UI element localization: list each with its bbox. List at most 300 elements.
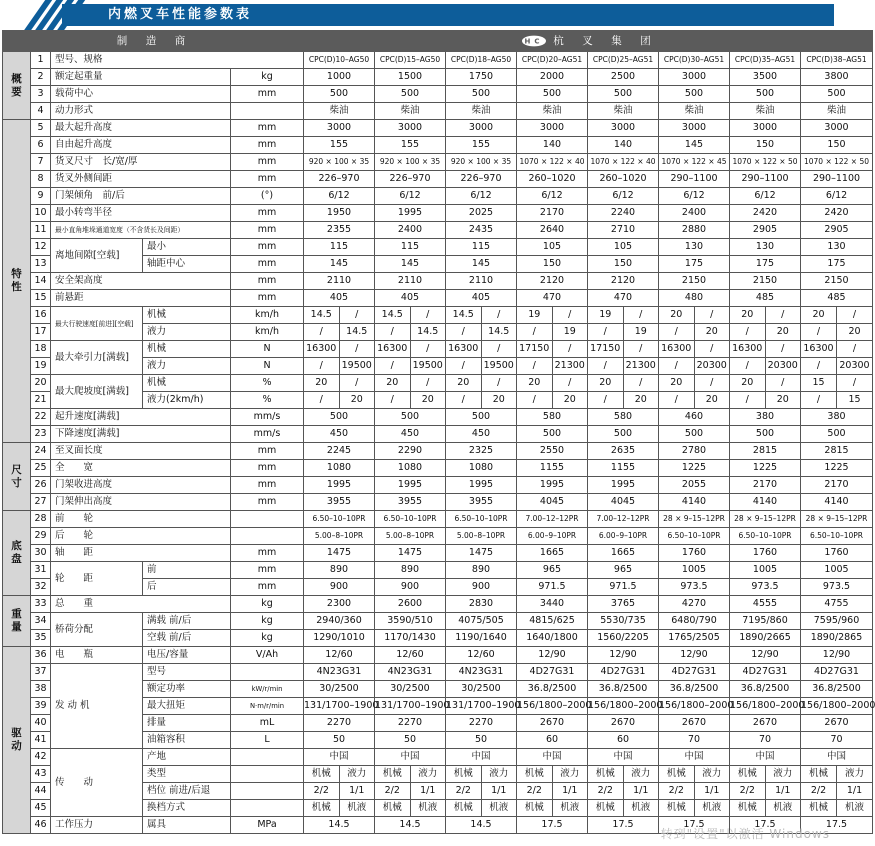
value-right: 21300: [625, 360, 656, 371]
table-row: [3, 154, 873, 171]
row-unit: L: [231, 732, 304, 749]
row-number: 4: [31, 103, 51, 120]
value-right: /: [852, 377, 857, 388]
value-cell: 4N23G31: [446, 664, 517, 681]
value-cell: 6480/790: [659, 613, 730, 630]
value-cell: 1070 × 122 × 40: [517, 154, 588, 171]
row-number: 16: [31, 307, 51, 324]
value-cell: 1890/2865: [801, 630, 873, 647]
value-right: 1/1: [633, 785, 649, 796]
value-cell: 1995: [375, 205, 446, 222]
value-cell: 4815/625: [517, 613, 588, 630]
value-right: 20: [350, 394, 363, 405]
section-drive: 驱动: [3, 647, 31, 834]
row-unit: [231, 528, 304, 545]
value-cell: 柴油: [517, 103, 588, 120]
value-left: /: [730, 392, 766, 408]
row-number: 11: [31, 222, 51, 239]
value-cell: [730, 766, 801, 783]
value-cell: 14.5: [304, 817, 375, 834]
value-cell: [446, 307, 517, 324]
value-cell: 2670: [517, 715, 588, 732]
row-unit: mm: [231, 494, 304, 511]
value-cell: 2025: [446, 205, 517, 222]
value-cell: 500: [588, 86, 659, 103]
value-cell: [659, 341, 730, 358]
row-unit: mm/s: [231, 409, 304, 426]
value-cell: 2420: [730, 205, 801, 222]
value-cell: 6.00–9–10PR: [517, 528, 588, 545]
value-cell: [304, 783, 375, 800]
value-left: 16300: [801, 341, 837, 357]
row-sublabel: 空载 前/后: [143, 630, 231, 647]
value-cell: 12/90: [517, 647, 588, 664]
value-cell: 2150: [801, 273, 873, 290]
row-unit: km/h: [231, 307, 304, 324]
value-cell: 920 × 100 × 35: [375, 154, 446, 171]
value-right: /: [426, 343, 430, 354]
section-chassis: 底盘: [3, 511, 31, 596]
row-sublabel: 液力(2km/h): [143, 392, 231, 409]
value-cell: 6/12: [659, 188, 730, 205]
row-sublabel: 属具: [143, 817, 231, 834]
value-cell: [304, 358, 375, 375]
table-row: [3, 545, 873, 562]
row-sublabel: 液力: [143, 324, 231, 341]
value-cell: 380: [801, 409, 873, 426]
value-cell: [446, 341, 517, 358]
value-cell: 5.00–8–10PR: [446, 528, 517, 545]
value-cell: 890: [375, 562, 446, 579]
value-right: /: [568, 309, 572, 320]
table-row: [3, 52, 873, 69]
value-left: 16300: [304, 341, 340, 357]
value-cell: 12/60: [375, 647, 446, 664]
row-label: 动力形式: [51, 103, 231, 120]
value-cell: [446, 324, 517, 341]
value-right: 液力: [844, 768, 864, 779]
company-name: [304, 31, 873, 52]
row-label: 门架倾角 前/后: [51, 188, 231, 205]
value-cell: 2905: [801, 222, 873, 239]
value-cell: [730, 307, 801, 324]
value-cell: 973.5: [730, 579, 801, 596]
value-left: /: [375, 392, 411, 408]
table-row: [3, 375, 873, 392]
row-label: 离地间隙[空载]: [51, 239, 143, 273]
value-cell: 中国: [517, 749, 588, 766]
value-cell: 30/2500: [375, 681, 446, 698]
value-cell: 3000: [446, 120, 517, 137]
value-right: 1/1: [420, 785, 436, 796]
value-cell: 2170: [730, 477, 801, 494]
value-cell: [588, 766, 659, 783]
row-label: 轴 距: [51, 545, 231, 562]
table-row: [3, 103, 873, 120]
value-cell: [588, 358, 659, 375]
value-right: 14.5: [346, 326, 368, 337]
value-cell: 115: [375, 239, 446, 256]
value-cell: 2240: [588, 205, 659, 222]
value-cell: [375, 783, 446, 800]
table-row: [3, 188, 873, 205]
value-cell: 2400: [659, 205, 730, 222]
value-cell: 2120: [588, 273, 659, 290]
value-cell: [801, 800, 873, 817]
value-cell: [517, 324, 588, 341]
value-cell: 50: [375, 732, 446, 749]
value-cell: 柴油: [730, 103, 801, 120]
row-unit: MPa: [231, 817, 304, 834]
value-cell: 1225: [730, 460, 801, 477]
value-right: /: [781, 377, 785, 388]
row-unit: mm: [231, 460, 304, 477]
row-unit: %: [231, 392, 304, 409]
row-number: 5: [31, 120, 51, 137]
value-cell: 500: [446, 86, 517, 103]
value-left: /: [730, 324, 766, 340]
value-cell: 900: [375, 579, 446, 596]
table-row: [3, 222, 873, 239]
row-sublabel: 档位 前进/后退: [143, 783, 231, 800]
row-number: 26: [31, 477, 51, 494]
value-cell: 中国: [659, 749, 730, 766]
value-right: /: [355, 377, 359, 388]
row-sublabel: 前: [143, 562, 231, 579]
value-cell: 500: [375, 409, 446, 426]
row-unit: kg: [231, 596, 304, 613]
value-cell: 156/1800–2000: [517, 698, 588, 715]
value-cell: 2270: [375, 715, 446, 732]
value-left: 20: [801, 307, 837, 323]
value-right: 机液: [560, 802, 580, 813]
value-cell: [659, 324, 730, 341]
value-cell: 131/1700–1900: [375, 698, 446, 715]
value-cell: [588, 392, 659, 409]
value-left: 机械: [730, 766, 766, 782]
value-cell: 12/90: [659, 647, 730, 664]
row-sublabel: 机械: [143, 341, 231, 358]
value-cell: 14.5: [375, 817, 446, 834]
model-name: CPC(D)20–AG51: [517, 52, 588, 69]
value-cell: 290–1100: [801, 171, 873, 188]
value-cell: [517, 800, 588, 817]
row-unit: mm: [231, 477, 304, 494]
value-cell: [730, 375, 801, 392]
value-cell: 105: [588, 239, 659, 256]
value-left: 14.5: [446, 307, 482, 323]
row-unit: mm: [231, 205, 304, 222]
row-label: 前悬距: [51, 290, 231, 307]
value-cell: 130: [659, 239, 730, 256]
value-cell: 1070 × 122 × 50: [801, 154, 873, 171]
row-label: 最大起升高度: [51, 120, 231, 137]
value-cell: 3440: [517, 596, 588, 613]
value-cell: 3500: [730, 69, 801, 86]
value-cell: 3000: [588, 120, 659, 137]
row-number: 27: [31, 494, 51, 511]
value-right: 20: [634, 394, 647, 405]
value-cell: [588, 341, 659, 358]
value-right: 液力: [631, 768, 651, 779]
value-cell: 500: [730, 86, 801, 103]
value-right: /: [852, 309, 857, 320]
value-cell: 3765: [588, 596, 659, 613]
row-unit: N·m/r/min: [231, 698, 304, 715]
value-cell: 3000: [517, 120, 588, 137]
value-left: 16300: [375, 341, 411, 357]
value-cell: 500: [304, 86, 375, 103]
row-number: 13: [31, 256, 51, 273]
value-cell: 4D27G31: [588, 664, 659, 681]
value-cell: 中国: [304, 749, 375, 766]
value-left: 2/2: [517, 783, 553, 799]
value-right: 1/1: [704, 785, 720, 796]
row-number: 23: [31, 426, 51, 443]
value-cell: [446, 358, 517, 375]
value-cell: 150: [801, 137, 873, 154]
value-cell: [304, 341, 375, 358]
value-left: 17150: [517, 341, 553, 357]
value-cell: 1760: [730, 545, 801, 562]
table-row: [3, 460, 873, 477]
value-cell: 3955: [446, 494, 517, 511]
table-row: [3, 477, 873, 494]
value-cell: [588, 800, 659, 817]
row-label: 最小转弯半径: [51, 205, 231, 222]
row-number: 22: [31, 409, 51, 426]
value-cell: 3800: [801, 69, 873, 86]
value-cell: 2120: [517, 273, 588, 290]
value-right: /: [639, 343, 643, 354]
row-unit: mm: [231, 239, 304, 256]
row-label: 货叉尺寸 长/宽/厚: [51, 154, 231, 171]
value-cell: 2110: [446, 273, 517, 290]
row-unit: mm: [231, 579, 304, 596]
value-cell: 28 × 9–15–12PR: [730, 511, 801, 528]
row-label: 至叉面长度: [51, 443, 231, 460]
value-cell: 17.5: [517, 817, 588, 834]
value-cell: 500: [588, 426, 659, 443]
value-cell: 2325: [446, 443, 517, 460]
value-right: 21300: [554, 360, 585, 371]
value-right: 1/1: [846, 785, 863, 796]
value-left: 16300: [730, 341, 766, 357]
value-right: 1/1: [491, 785, 507, 796]
value-cell: 1560/2205: [588, 630, 659, 647]
value-left: 14.5: [304, 307, 340, 323]
row-unit: N: [231, 341, 304, 358]
value-cell: [659, 783, 730, 800]
value-cell: 175: [730, 256, 801, 273]
value-cell: 4270: [659, 596, 730, 613]
value-cell: 920 × 100 × 35: [304, 154, 375, 171]
value-cell: 12/60: [446, 647, 517, 664]
value-right: /: [355, 309, 359, 320]
value-cell: 105: [517, 239, 588, 256]
value-left: 机械: [801, 800, 837, 816]
value-cell: 1995: [588, 477, 659, 494]
value-cell: [801, 307, 873, 324]
row-unit: mm: [231, 290, 304, 307]
value-cell: 1290/1010: [304, 630, 375, 647]
value-left: 20: [659, 375, 695, 391]
value-cell: 中国: [588, 749, 659, 766]
value-left: 2/2: [304, 783, 340, 799]
value-right: /: [781, 309, 785, 320]
value-cell: 2170: [517, 205, 588, 222]
value-cell: [801, 324, 873, 341]
value-cell: 226–970: [304, 171, 375, 188]
row-number: 43: [31, 766, 51, 783]
value-cell: 155: [304, 137, 375, 154]
value-cell: 1225: [801, 460, 873, 477]
value-cell: [659, 307, 730, 324]
model-name: CPC(D)15–AG50: [375, 52, 446, 69]
table-row: [3, 205, 873, 222]
value-right: /: [568, 343, 572, 354]
value-cell: 4D27G31: [730, 664, 801, 681]
row-label: 前 轮: [51, 511, 231, 528]
row-label: 全 宽: [51, 460, 231, 477]
value-cell: 973.5: [659, 579, 730, 596]
value-cell: 中国: [375, 749, 446, 766]
value-cell: 3000: [659, 69, 730, 86]
table-row: [3, 273, 873, 290]
value-cell: 1005: [730, 562, 801, 579]
row-number: 25: [31, 460, 51, 477]
row-number: 3: [31, 86, 51, 103]
value-cell: [588, 375, 659, 392]
row-unit: mm: [231, 137, 304, 154]
value-cell: 1005: [659, 562, 730, 579]
value-cell: [588, 324, 659, 341]
value-right: 液力: [773, 768, 793, 779]
row-unit: mm/s: [231, 426, 304, 443]
value-right: 机液: [702, 802, 722, 813]
row-sublabel: 类型: [143, 766, 231, 783]
value-left: 2/2: [588, 783, 624, 799]
table-row: [3, 613, 873, 630]
value-cell: 3000: [375, 120, 446, 137]
page-title: 内燃叉车性能参数表: [108, 7, 253, 22]
row-number: 24: [31, 443, 51, 460]
value-cell: 580: [517, 409, 588, 426]
row-number: 19: [31, 358, 51, 375]
value-cell: [446, 375, 517, 392]
value-cell: 6/12: [517, 188, 588, 205]
row-label: 下降速度[满载]: [51, 426, 231, 443]
value-cell: 450: [446, 426, 517, 443]
value-left: 机械: [304, 766, 340, 782]
row-unit: (°): [231, 188, 304, 205]
row-unit: kg: [231, 630, 304, 647]
row-sublabel: 产地: [143, 749, 231, 766]
value-cell: 1890/2665: [730, 630, 801, 647]
value-cell: 1005: [801, 562, 873, 579]
value-left: 19: [588, 307, 624, 323]
row-sublabel: 机械: [143, 307, 231, 324]
row-number: 38: [31, 681, 51, 698]
value-cell: 900: [446, 579, 517, 596]
value-left: 机械: [588, 800, 624, 816]
table-row: [3, 307, 873, 324]
value-cell: 1475: [304, 545, 375, 562]
value-right: 20: [705, 326, 718, 337]
row-label: 最小直角堆垛通道宽度（不含货长及间距）: [51, 222, 231, 239]
value-cell: [730, 783, 801, 800]
value-right: 机液: [631, 802, 651, 813]
value-cell: [517, 358, 588, 375]
row-label: 轮 距: [51, 562, 143, 596]
svg-text:HC: HC: [524, 37, 544, 46]
row-number: 39: [31, 698, 51, 715]
value-cell: [304, 800, 375, 817]
value-cell: 50: [446, 732, 517, 749]
row-label: 后 轮: [51, 528, 231, 545]
value-left: 20: [446, 375, 482, 391]
value-cell: 115: [446, 239, 517, 256]
value-cell: [375, 341, 446, 358]
row-label: 传 动: [51, 749, 143, 817]
row-unit: N: [231, 358, 304, 375]
value-cell: 36.8/2500: [588, 681, 659, 698]
value-cell: [375, 800, 446, 817]
value-left: 20: [375, 375, 411, 391]
value-cell: 6/12: [304, 188, 375, 205]
value-right: 20: [563, 394, 576, 405]
row-unit: mm: [231, 86, 304, 103]
table-row: [3, 86, 873, 103]
model-name: CPC(D)10–AG50: [304, 52, 375, 69]
value-cell: [659, 392, 730, 409]
value-left: 机械: [375, 800, 411, 816]
value-cell: [801, 783, 873, 800]
value-right: 19500: [341, 360, 372, 371]
value-cell: 3000: [659, 120, 730, 137]
table-row: [3, 443, 873, 460]
value-cell: 28 × 9–15–12PR: [659, 511, 730, 528]
value-cell: [304, 392, 375, 409]
value-cell: 70: [659, 732, 730, 749]
row-number: 37: [31, 664, 51, 681]
value-cell: 柴油: [588, 103, 659, 120]
table-row: [3, 341, 873, 358]
value-cell: [375, 375, 446, 392]
value-cell: [801, 392, 873, 409]
value-left: /: [517, 358, 553, 374]
row-number: 40: [31, 715, 51, 732]
value-cell: 920 × 100 × 35: [446, 154, 517, 171]
value-right: 液力: [702, 768, 722, 779]
value-cell: 405: [304, 290, 375, 307]
row-label: 最大牵引力[满载]: [51, 341, 143, 375]
row-unit: kW/r/min: [231, 681, 304, 698]
title-banner: [0, 0, 836, 28]
value-cell: [659, 358, 730, 375]
value-cell: [517, 341, 588, 358]
row-number: 42: [31, 749, 51, 766]
value-left: 机械: [659, 800, 695, 816]
row-unit: [231, 783, 304, 800]
value-cell: 60: [517, 732, 588, 749]
value-cell: 50: [304, 732, 375, 749]
row-number: 46: [31, 817, 51, 834]
value-cell: [446, 783, 517, 800]
value-cell: 156/1800–2000: [588, 698, 659, 715]
value-left: 2/2: [730, 783, 766, 799]
value-cell: 17.5: [659, 817, 730, 834]
